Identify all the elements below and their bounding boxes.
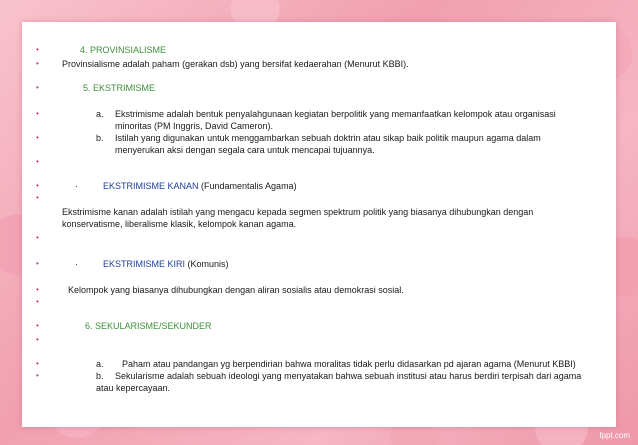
provinsialisme-body: Provinsialisme adalah paham (gerakan dsb) yang bersifat kedaerahan (Menurut KBBI).	[62, 59, 409, 69]
item-label-a: a.	[96, 109, 104, 119]
bullet-icon: •	[36, 259, 39, 268]
bullet-icon: •	[36, 45, 39, 54]
kanan-suffix: (Fundamentalis Agama)	[198, 181, 297, 191]
bullet-icon: •	[36, 157, 39, 166]
bullet-icon: •	[36, 321, 39, 330]
dot-marker: ·	[75, 259, 78, 269]
footer-brand: fppt.com	[599, 431, 630, 440]
bullet-icon: •	[36, 335, 39, 344]
kiri-body: Kelompok yang biasanya dihubungkan dengan aliran sosialis atau demokrasi sosial.	[68, 285, 404, 295]
slide-panel	[22, 22, 616, 427]
bullet-icon: •	[36, 133, 39, 142]
bullet-icon: •	[36, 181, 39, 190]
sekularisme-b-line1: Sekularisme adalah sebuah ideologi yang menyatakan bahwa sebuah institusi atau harus berdiri terpisah dari agama	[115, 371, 582, 381]
ekstrimisme-a-line2: minoritas (PM Inggris, David Cameron).	[115, 121, 274, 131]
bullet-icon: •	[36, 285, 39, 294]
dot-marker: ·	[75, 181, 78, 191]
kiri-suffix: (Komunis)	[185, 259, 229, 269]
kanan-line1: Ekstrimisme kanan adalah istilah yang mengacu kepada segmen spektrum politik yang biasanya dihubungkan dengan	[62, 207, 534, 217]
bullet-icon: •	[36, 371, 39, 380]
sekularisme-b-line2: atau kepercayaan.	[96, 383, 171, 393]
heading-sekularisme: 6. SEKULARISME/SEKUNDER	[85, 321, 212, 331]
bullet-icon: •	[36, 297, 39, 306]
bullet-icon: •	[36, 59, 39, 68]
ekstrimisme-a-line1: Ekstrimisme adalah bentuk penyalahgunaan kegiatan berpolitik yang memanfaatkan kelompok atau organisasi	[115, 109, 556, 119]
bullet-icon: •	[36, 109, 39, 118]
ekstrimisme-b-line1: Istilah yang digunakan untuk menggambarkan sebuah doktrin atau sikap baik politik maupun agama dalam	[115, 133, 541, 143]
bullet-icon: •	[36, 359, 39, 368]
item-label-a: a.	[96, 359, 104, 369]
heading-ekstrimisme: 5. EKSTRIMISME	[83, 83, 156, 93]
bullet-icon: •	[36, 233, 39, 242]
bullet-icon: •	[36, 83, 39, 92]
heading-ekstrimisme-kanan: EKSTRIMISME KANAN	[103, 181, 199, 191]
bullet-icon: •	[36, 193, 39, 202]
item-label-b: b.	[96, 371, 104, 381]
heading-ekstrimisme-kiri: EKSTRIMISME KIRI	[103, 259, 186, 269]
heading-provinsialisme: 4. PROVINSIALISME	[80, 45, 167, 55]
sekularisme-a-line1: Paham atau pandangan yg berpendirian bahwa moralitas tidak perlu didasarkan pd ajaran agama (Menurut KBBI)	[122, 359, 576, 369]
ekstrimisme-b-line2: menyerukan aksi dengan segala cara untuk mencapai tujuannya.	[115, 145, 375, 155]
item-label-b: b.	[96, 133, 104, 143]
kanan-line2: konservatisme, liberalisme klasik, kelompok kanan agama.	[62, 219, 297, 229]
